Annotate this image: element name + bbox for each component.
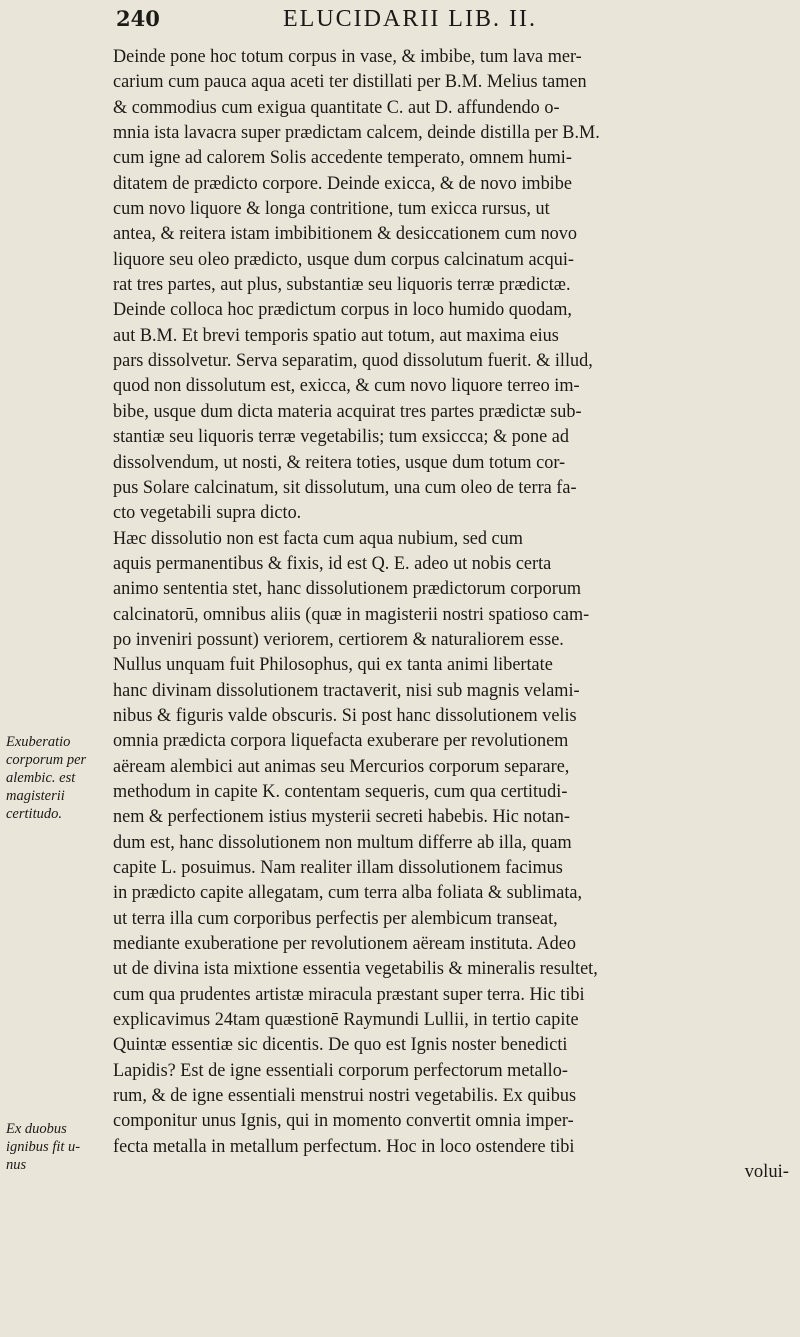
text-line: Hæc dissolutio non est facta cum aqua nubium, sed cum (113, 527, 523, 549)
text-line: bibe, usque dum dicta materia acquirat tres partes prædictæ sub- (113, 400, 582, 422)
text-line: aquis permanentibus & fixis, id est Q. E. adeo ut nobis certa (113, 552, 552, 574)
text-line: dum est, hanc dissolutionem non multum differre ab illa, quam (113, 831, 572, 853)
text-line: explicavimus 24tam quæstionē Raymundi Lullii, in tertio capite (113, 1009, 579, 1031)
body-text (113, 44, 800, 1184)
text-line: cum qua prudentes artistæ miracula præstant super terra. Hic tibi (113, 983, 585, 1005)
margin-note-line: alembic. est (6, 770, 76, 786)
text-line: quod non dissolutum est, exicca, & cum novo liquore terreo im- (113, 375, 580, 397)
margin-note-line: ignibus fit u- (6, 1139, 81, 1155)
text-line: calcinatorū, omnibus aliis (quæ in magisterii nostri spatioso cam- (113, 603, 590, 625)
text-line: cum igne ad calorem Solis accedente temperato, omnem humi- (113, 147, 572, 169)
text-line: ut terra illa cum corporibus perfectis per alembicum transeat, (113, 907, 558, 929)
text-line: Quintæ essentiæ sic dicentis. De quo est Ignis noster benedicti (113, 1034, 568, 1056)
margin-note-line: certitudo. (6, 806, 62, 822)
text-line: hanc divinam dissolutionem tractaverit, nisi sub magnis velami- (113, 679, 580, 701)
text-line: volui- (744, 1161, 789, 1183)
margin-note-ex-duobus (6, 1120, 116, 1174)
margin-note-exuberatio (6, 733, 116, 823)
text-line: dissolvendum, ut nosti, & reitera toties, usque dum totum cor- (113, 451, 566, 473)
margin-note-line: corporum per (6, 752, 87, 768)
margin-note-line: nus (6, 1157, 27, 1173)
margin-note-line: magisterii (6, 788, 65, 804)
margin-note-line: Exuberatio (6, 734, 71, 750)
text-line: cum novo liquore & longa contritione, tum exicca rursus, ut (113, 198, 550, 220)
text-line: liquore seu oleo prædicto, usque dum corpus calcinatum acqui- (113, 248, 574, 270)
text-line: & commodius cum exigua quantitate C. aut D. affundendo o- (113, 96, 560, 118)
text-line: nibus & figuris valde obscuris. Si post hanc dissolutionem velis (113, 704, 577, 726)
text-line: in prædicto capite allegatam, cum terra alba foliata & sublimata, (113, 882, 583, 904)
text-line: componitur unus Ignis, qui in momento convertit omnia imper- (113, 1110, 574, 1132)
text-line: mediante exuberatione per revolutionem aëream instituta. Adeo (113, 933, 576, 955)
text-line: aëream alembici aut animas seu Mercurios corporum separare, (113, 755, 570, 777)
text-line: nem & perfectionem istius mysterii secreti habebis. Hic notan- (113, 806, 570, 828)
text-line: Lapidis? Est de igne essentiali corporum perfectorum metallo- (113, 1059, 568, 1081)
text-line: po inveniri possunt) veriorem, certiorem & naturaliorem esse. (113, 628, 564, 650)
text-line: pus Solare calcinatum, sit dissolutum, una cum oleo de terra fa- (113, 476, 577, 498)
text-line: antea, & reitera istam imbibitionem & desiccationem cum novo (113, 223, 578, 245)
text-line: mnia ista lavacra super prædictam calcem, deinde distilla per B.M. (113, 122, 600, 144)
text-line: ditatem de prædicto corpore. Deinde exicca, & de novo imbibe (113, 172, 572, 194)
text-line: Nullus unquam fuit Philosophus, qui ex tanta animi libertate (113, 654, 553, 676)
margin-note-line: Ex duobus (6, 1121, 67, 1137)
text-line: rum, & de igne essentiali menstrui nostri vegetabilis. Ex quibus (113, 1085, 577, 1107)
text-line: fecta metalla in metallum perfectum. Hoc in loco ostendere tibi (113, 1135, 575, 1157)
text-line: rat tres partes, aut plus, substantiæ seu liquoris terræ prædictæ. (113, 274, 571, 296)
text-line: aut B.M. Et brevi temporis spatio aut totum, aut maxima eius (113, 324, 559, 346)
text-line: capite L. posuimus. Nam realiter illam dissolutionem facimus (113, 857, 563, 878)
text-line: Deinde colloca hoc prædictum corpus in loco humido quodam, (113, 299, 572, 321)
running-title: ELUCIDARII LIB. II. (283, 6, 537, 32)
text-line: cto vegetabili supra dicto. (113, 502, 302, 524)
text-line: animo sententia stet, hanc dissolutionem prædictorum corporum (113, 578, 582, 600)
text-line: pars dissolvetur. Serva separatim, quod dissolutum fuerit. & illud, (113, 350, 593, 372)
text-line: carium cum pauca aqua aceti ter distillati per B.M. Melius tamen (113, 71, 587, 93)
text-line: stantiæ seu liquoris terræ vegetabilis; tum exsiccca; & pone ad (113, 426, 569, 448)
page-number: 240 (116, 6, 160, 31)
text-line: omnia prædicta corpora liquefacta exuberare per revolutionem (113, 730, 569, 752)
text-line: Deinde pone hoc totum corpus in vase, & imbibe, tum lava mer- (113, 46, 582, 67)
text-line: ut de divina ista mixtione essentia vegetabilis & mineralis resultet, (113, 958, 598, 980)
text-line: methodum in capite K. contentam sequeris, cum qua certitudi- (113, 780, 568, 802)
